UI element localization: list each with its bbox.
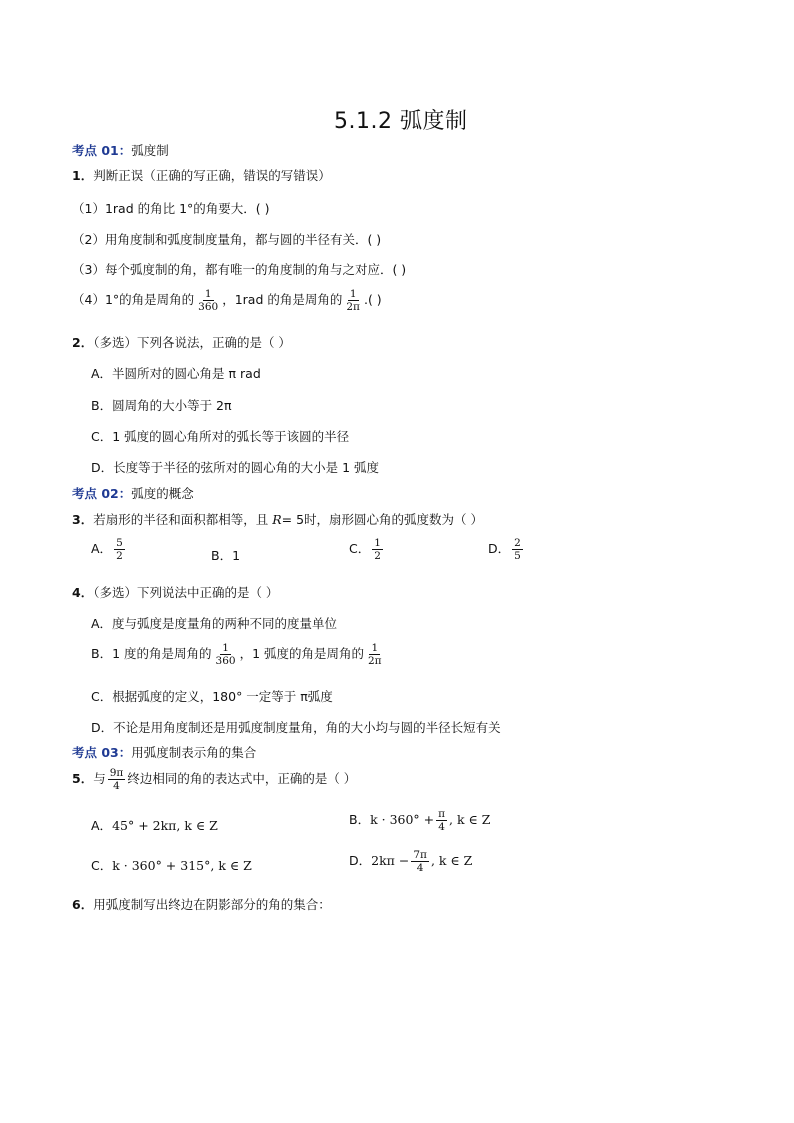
denominator: 4 [416, 862, 424, 875]
section-code: 考点 03： [72, 745, 132, 760]
q3-option-b: B．1 [211, 548, 241, 563]
fraction [114, 537, 125, 562]
option-label: A． [91, 541, 113, 557]
question-text: （多选）下列各说法，正确的是（ ） [93, 335, 291, 350]
question-text: 与 [93, 771, 106, 787]
option-label: B． [349, 812, 371, 828]
denominator: 5 [514, 550, 521, 563]
math-expression: 45° + 2kπ, k ∈ Z [112, 818, 218, 833]
q2-option-a: A．半圆所对的圆心角是 π rad [91, 366, 261, 381]
question-number: 5． [72, 771, 94, 787]
q1-statement-3: （3）每个弧度制的角，都有唯一的角度制的角与之对应．( ) [72, 262, 407, 277]
q2-option-c: C．1 弧度的圆心角所对的弧长等于该圆的半径 [91, 429, 350, 444]
q4-option-a: A．度与弧度是度量角的两种不同的度量单位 [91, 616, 338, 631]
section-code: 考点 02： [72, 486, 132, 501]
q3-option-a [91, 537, 127, 562]
question-3-stem [72, 510, 483, 528]
section-heading-02 [72, 484, 194, 502]
denominator: 2 [374, 550, 381, 563]
math-expression: 2kπ − [371, 853, 410, 869]
q5-option-c [91, 856, 252, 874]
question-number: 3． [72, 512, 94, 527]
fraction [196, 288, 220, 313]
question-4-stem [72, 583, 278, 601]
fraction [372, 537, 383, 562]
question-text: 若扇形的半径和面积都相等，且 [93, 512, 269, 527]
question-text: 终边相同的角的表达式中，正确的是（ ） [127, 771, 357, 787]
section-heading-01 [72, 141, 169, 159]
q4-option-d: D．不论是用角度制还是用弧度制度量角，角的大小均与圆的半径长短有关 [91, 720, 501, 735]
q1-s4-text-b: ，1rad 的角是周角的 [222, 292, 343, 308]
question-text: （多选）下列说法中正确的是（ ） [93, 585, 279, 600]
q2-option-d: D．长度等于半径的弦所对的圆心角的大小是 1 弧度 [91, 460, 380, 475]
q4-option-c: C．根据弧度的定义，180° 一定等于 π弧度 [91, 689, 333, 704]
q1-s4-text-c: .( ) [363, 292, 382, 308]
fraction [411, 849, 429, 874]
numerator: 1 [374, 537, 381, 549]
option-label: C． [91, 858, 113, 873]
option-text-b: ，1 弧度的角是周角的 [239, 646, 364, 662]
variable-r: R [272, 512, 282, 527]
section-name: 用弧度制表示角的集合 [131, 745, 257, 760]
option-label: D． [488, 541, 511, 557]
denominator: 2π [346, 301, 360, 314]
q1-s4-text-a: （4）1°的角是周角的 [72, 292, 195, 308]
section-heading-03 [72, 743, 256, 761]
q1-statement-4 [72, 288, 382, 313]
q3-option-d [488, 537, 525, 562]
option-text-a: B．1 度的角是周角的 [91, 646, 212, 662]
section-code: 考点 01： [72, 143, 132, 158]
numerator: 1 [371, 642, 379, 654]
question-text: 用弧度制写出终边在阴影部分的角的集合： [93, 897, 331, 912]
fraction [344, 288, 362, 313]
option-label: D． [349, 853, 372, 869]
question-5-stem [72, 767, 356, 792]
math-expression: , k ∈ Z [430, 853, 473, 869]
section-name: 弧度制 [131, 143, 169, 158]
fraction [214, 642, 238, 667]
q5-option-a [91, 816, 218, 834]
denominator: 2π [368, 655, 382, 668]
q5-option-d [349, 849, 472, 874]
denominator: 4 [113, 780, 120, 793]
section-name: 弧度的概念 [131, 486, 194, 501]
math-expression: , k ∈ Z [449, 812, 491, 828]
numerator: π [438, 808, 446, 820]
q1-statement-1: （1）1rad 的角比 1°的角要大．( ) [72, 201, 270, 216]
question-6-stem [72, 895, 331, 913]
fraction [512, 537, 523, 562]
denominator: 4 [438, 821, 445, 834]
q3-option-c [349, 537, 385, 562]
fraction [366, 642, 384, 667]
q1-statement-2: （2）用角度制和弧度制度量角，都与圆的半径有关．( ) [72, 232, 382, 247]
denominator: 360 [215, 655, 236, 668]
denominator: 2 [116, 550, 123, 563]
numerator: 1 [204, 288, 212, 300]
numerator: 1 [222, 642, 229, 654]
numerator: 1 [349, 288, 357, 300]
question-2-stem [72, 333, 291, 351]
option-label: C． [349, 541, 371, 557]
question-text: = 5时，扇形圆心角的弧度数为（ ） [281, 512, 483, 527]
q4-option-b [91, 642, 386, 667]
q2-option-b: B．圆周角的大小等于 2π [91, 398, 232, 413]
numerator: 5 [116, 537, 123, 549]
numerator: 2 [514, 537, 521, 549]
numerator: 7π [413, 849, 427, 861]
question-number: 2． [72, 335, 94, 350]
q5-option-b [349, 808, 490, 833]
question-number: 6． [72, 897, 94, 912]
numerator: 9π [109, 767, 124, 779]
question-number: 1． [72, 168, 94, 183]
option-label: A． [91, 818, 113, 833]
question-number: 4． [72, 585, 94, 600]
math-expression: k · 360° + 315°, k ∈ Z [112, 858, 252, 873]
math-expression: k · 360° + [370, 812, 435, 828]
question-text: 判断正误（正确的写正确，错误的写错误） [93, 168, 331, 183]
question-1-stem [72, 166, 331, 184]
denominator: 360 [198, 301, 219, 314]
fraction [108, 767, 126, 792]
fraction [436, 808, 447, 833]
page-title: 5.1.2 弧度制 [334, 109, 468, 134]
